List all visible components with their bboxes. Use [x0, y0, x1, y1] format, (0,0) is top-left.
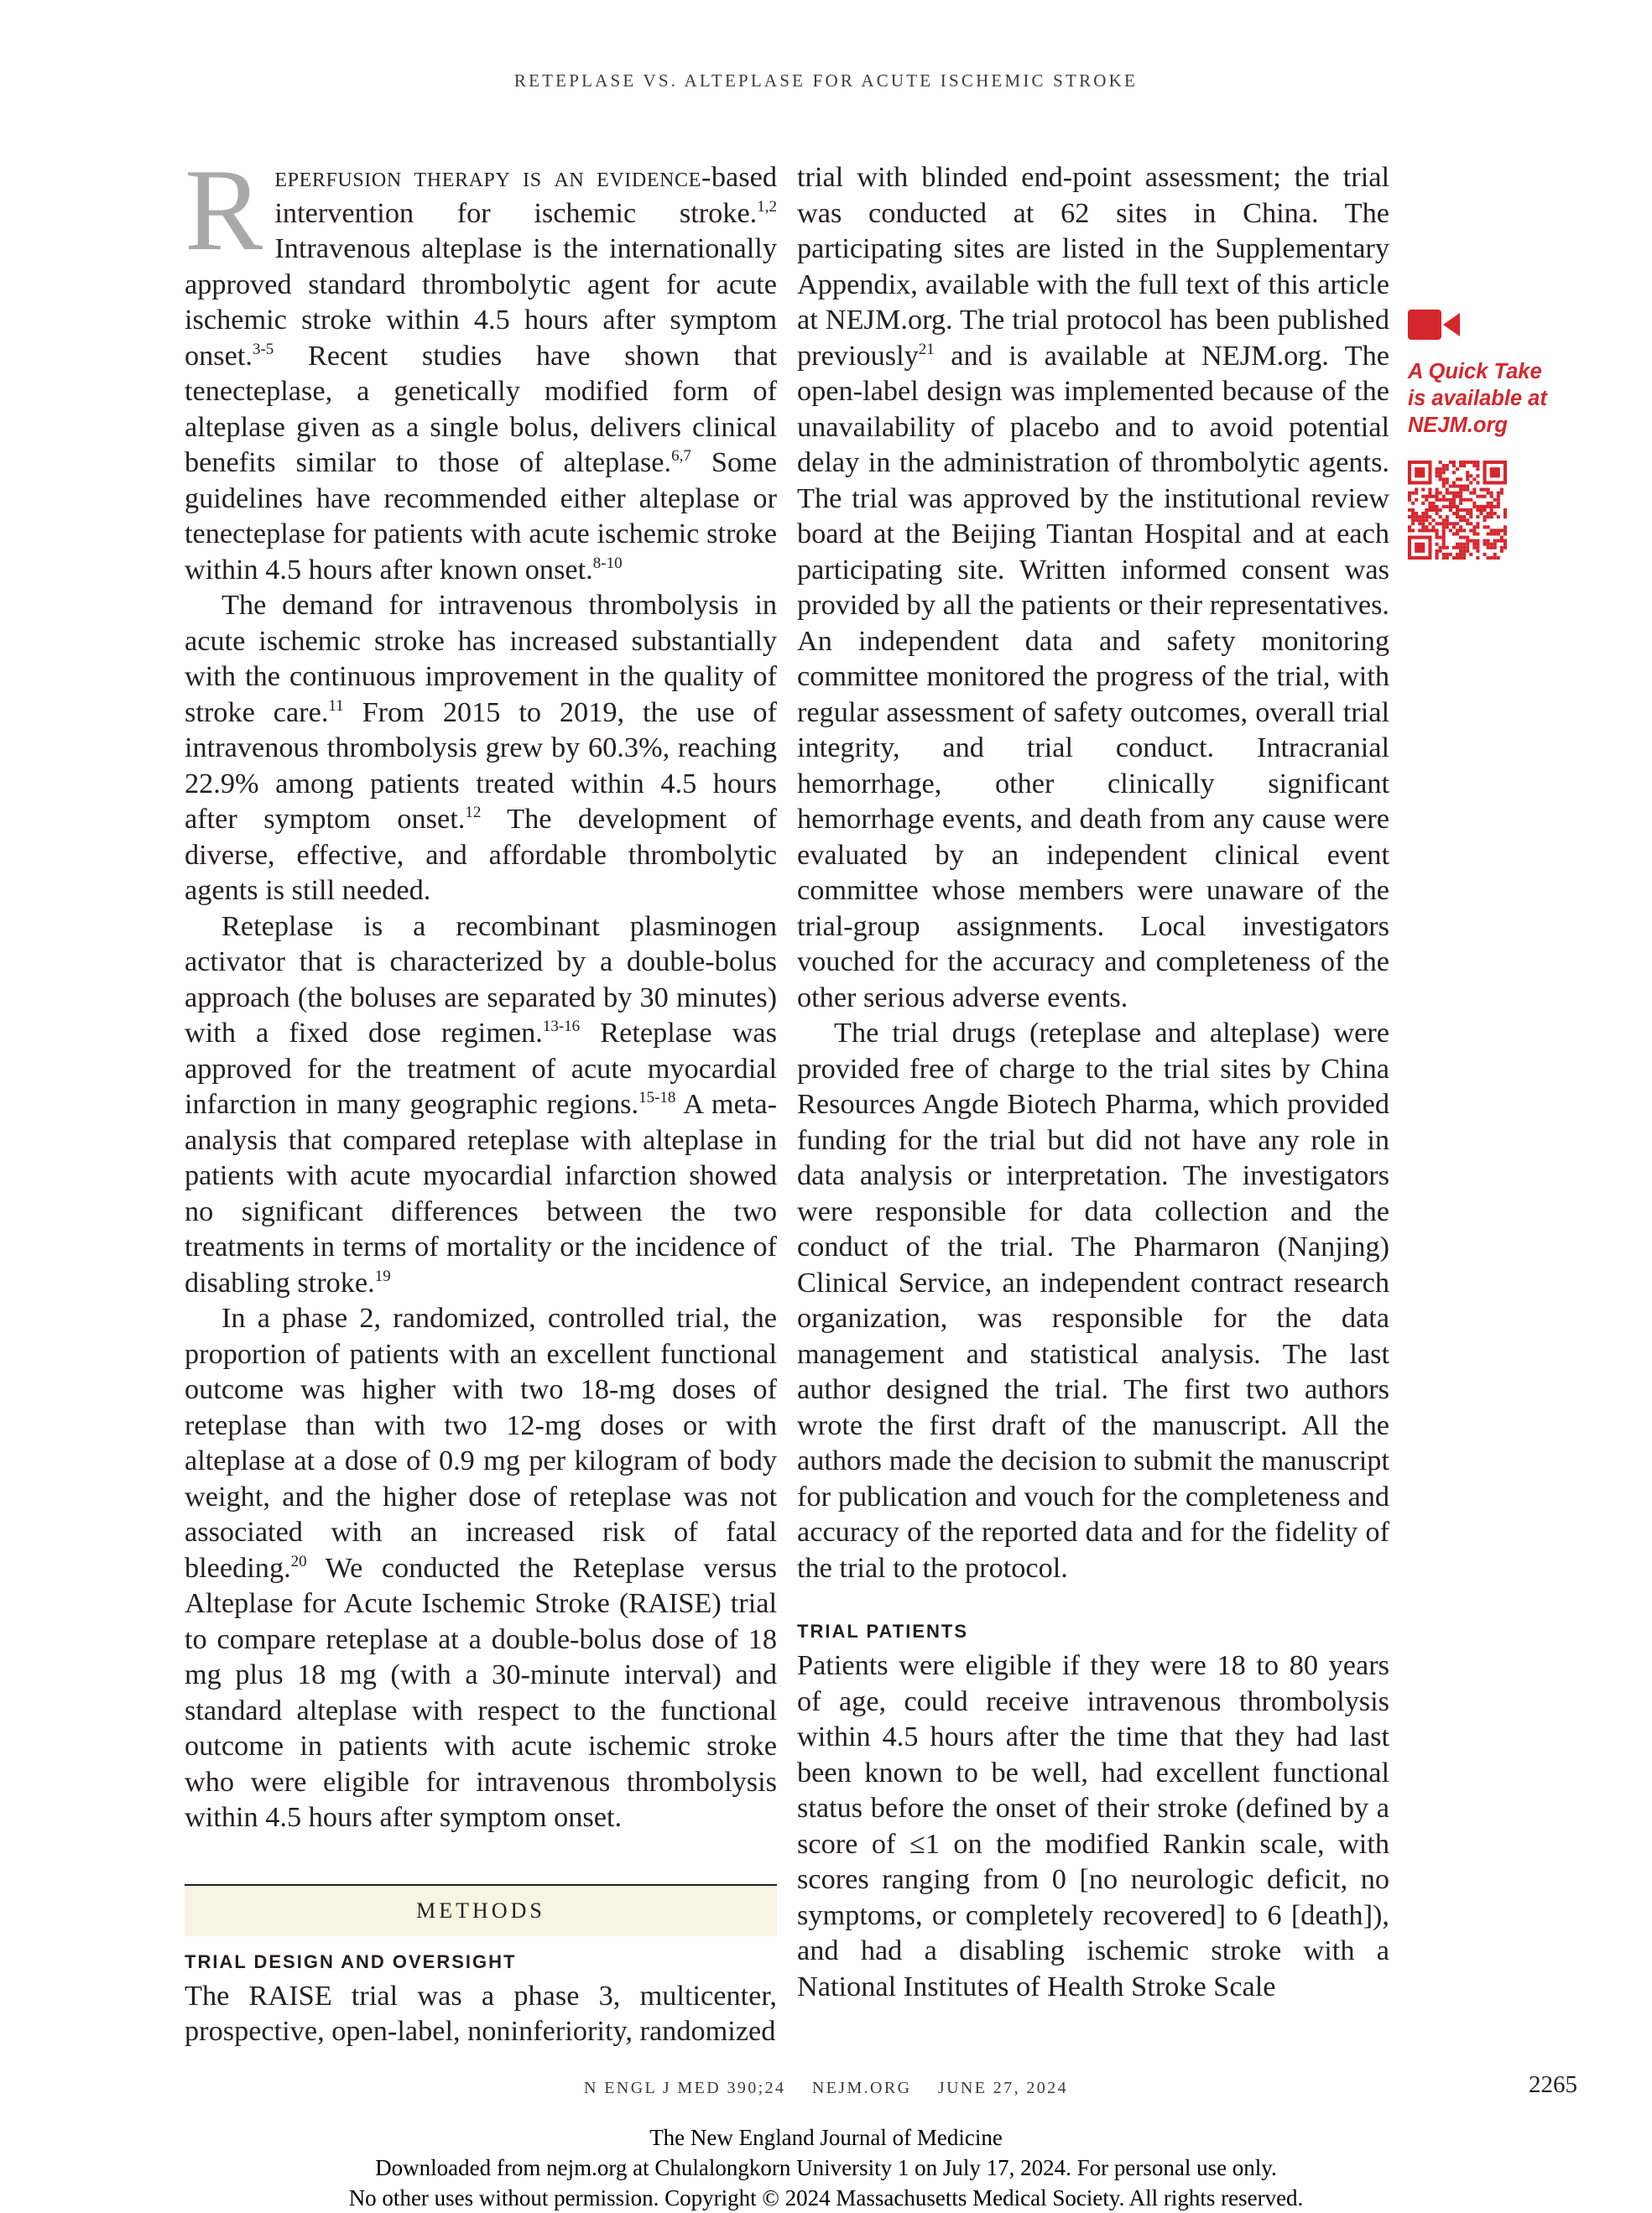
ref-superscript: 13-16	[542, 1018, 581, 1035]
body-paragraph	[185, 587, 777, 909]
download-notice-line: The New England Journal of Medicine	[649, 2125, 1003, 2150]
video-camera-icon[interactable]	[1408, 306, 1460, 343]
text-run: The development of diverse, effective, and affordable thrombolytic agents is still needed.	[185, 803, 777, 906]
intro-lead: eperfusion therapy is an evidence-	[274, 161, 711, 193]
download-notice	[0, 2122, 1652, 2213]
quick-take-link[interactable]	[1408, 358, 1559, 439]
subheading-trial-patients: TRIAL PATIENTS	[797, 1621, 968, 1642]
body-paragraph	[797, 159, 1389, 1015]
ref-superscript: 11	[328, 696, 344, 715]
body-paragraph: Patients were eligible if they were 18 to 80 years of age, could receive intravenous thrombolysis within 4.5 hours after the time that they had last been known to be well, had excellent functional status before the onset of their stroke (defined by a score of ≤1 on the modified Rankin scale, with scores ranging from 0 [no neurologic deficit, no symptoms, or completely recovered] to 6 [death]), and had a disabling ischemic stroke with a National Institutes of Health Stroke Scale	[797, 1649, 1389, 2002]
footer-site: NEJM.ORG	[811, 2079, 912, 2097]
text-run: In a phase 2, randomized, controlled trial, the proportion of patients with an excellent functional outcome was higher with two 18-mg doses of reteplase than with two 12-mg doses or with alteplase at a dose of 0.9 mg per kilogram of body weight, and the higher dose of reteplase was not associated with an increased risk of fatal bleeding.	[185, 1302, 777, 1584]
ref-superscript: 21	[918, 340, 935, 358]
journal-footer	[0, 2079, 1652, 2098]
section-heading-methods: METHODS	[185, 1884, 777, 1936]
text-run: A meta-analysis that compared reteplase with alteplase in patients with acute myocardial infarction showed no significant differences between the two treatments in terms of mortality or the incidence of disabling stroke.	[185, 1088, 777, 1299]
qr-code-icon[interactable]	[1408, 461, 1507, 560]
intro-text: Some guidelines have recommended either alteplase or tenecteplase for patients with acute ischemic stroke within 4.5 hours after known onset.	[185, 446, 777, 586]
text-run: The demand for intravenous thrombolysis in acute ischemic stroke has increased substantially with the continuous improvement in the quality of stroke care.	[185, 589, 777, 728]
ref-superscript: 6,7	[671, 447, 691, 465]
intro-text: Intravenous alteplase is the internationally approved standard thrombolytic agent for acute ischemic stroke within 4.5 hours after symptom onset.	[185, 232, 777, 372]
left-column	[185, 145, 777, 2049]
page-number: 2265	[1529, 2071, 1577, 2098]
ref-superscript: 19	[374, 1267, 391, 1285]
intro-paragraph	[185, 145, 777, 587]
right-column	[797, 159, 1389, 2004]
download-notice-line: No other uses without permission. Copyright © 2024 Massachusetts Medical Society. All rights reserved.	[348, 2185, 1304, 2210]
ref-superscript: 8-10	[592, 554, 623, 572]
body-paragraph	[185, 1300, 777, 1835]
ref-superscript: 3-5	[252, 340, 274, 358]
text-run: and is available at NEJM.org. The open-label design was implemented because of the unavailability of placebo and to avoid potential delay in the administration of thrombolytic agents. The trial was approved by the institutional review board at the Beijing Tiantan Hospital and at each participating site. Written informed consent was provided by all the patients or their representatives. An independent data and safety monitoring committee monitored the progress of the trial, with regular assessment of safety outcomes, overall trial integrity, and trial conduct. Intracranial hemorrhage, other clinically significant hemorrhage events, and death from any cause were evaluated by an independent clinical event committee whose members were unaware of the trial-group assignments. Local investigators vouched for the accuracy and completeness of the other serious adverse events.	[797, 339, 1389, 1013]
subheading-trial-design: TRIAL DESIGN AND OVERSIGHT	[185, 1950, 517, 1972]
quick-take-sidebar	[1408, 306, 1559, 560]
quick-take-line: A Quick Take	[1408, 360, 1542, 383]
text-run: Reteplase is a recombinant plasminogen activator that is characterized by a double-bolus approach (the boluses are separated by 30 minutes) with a fixed dose regimen.	[185, 909, 777, 1049]
running-head: RETEPLASE VS. ALTEPLASE FOR ACUTE ISCHEMIC STROKE	[513, 70, 1139, 91]
intro-text: based intervention for ischemic stroke.	[274, 161, 777, 229]
footer-citation: N ENGL J MED 390;24	[584, 2079, 786, 2097]
text-run: trial with blinded end-point assessment; the trial was conducted at 62 sites in China. The participating sites are listed in the Supplementary Appendix, available with the full text of this article at NEJM.org. The trial protocol has been published previously	[797, 161, 1389, 372]
text-run: From 2015 to 2019, the use of intravenous thrombolysis grew by 60.3%, reaching 22.9% among patients treated within 4.5 hours after symptom onset.	[185, 695, 777, 835]
text-run: Reteplase was approved for the treatment of acute myocardial infarction in many geographic regions.	[185, 1017, 777, 1120]
quick-take-line: is available at	[1408, 387, 1547, 410]
drop-cap: R	[185, 145, 263, 275]
footer-date: JUNE 27, 2024	[937, 2079, 1068, 2097]
text-run: We conducted the Reteplase versus Alteplase for Acute Ischemic Stroke (RAISE) trial to compare reteplase at a double-bolus dose of 18 mg plus 18 mg (with a 30-minute interval) and standard alteplase with respect to the functional outcome in patients with acute ischemic stroke who were eligible for intravenous thrombolysis within 4.5 hours after symptom onset.	[185, 1551, 777, 1833]
body-paragraph	[185, 909, 777, 1301]
ref-superscript: 20	[290, 1552, 307, 1570]
body-paragraph: The RAISE trial was a phase 3, multicenter, prospective, open-label, noninferiority, randomized	[185, 1979, 777, 2047]
ref-superscript: 1,2	[757, 197, 777, 216]
ref-superscript: 15-18	[638, 1089, 676, 1106]
quick-take-line: NEJM.org	[1408, 414, 1509, 437]
intro-text: Recent studies have shown that tenecteplase, a genetically modified form of alteplase given as a single bolus, delivers clinical benefits similar to those of alteplase.	[185, 339, 777, 478]
download-notice-line: Downloaded from nejm.org at Chulalongkorn University 1 on July 17, 2024. For personal use only.	[375, 2155, 1277, 2180]
ref-superscript: 12	[465, 804, 482, 821]
body-paragraph: The trial drugs (reteplase and alteplase) were provided free of charge to the trial sites by China Resources Angde Biotech Pharma, which provided funding for the trial but did not have any role in data analysis or interpretation. The investigators were responsible for data collection and the conduct of the trial. The Pharmaron (Nanjing) Clinical Service, an independent contract research organization, was responsible for the data management and statistical analysis. The last author designed the trial. The first two authors wrote the first draft of the manuscript. All the authors made the decision to submit the manuscript for publication and vouch for the completeness and accuracy of the reported data and for the fidelity of the trial to the protocol.	[797, 1017, 1389, 1584]
